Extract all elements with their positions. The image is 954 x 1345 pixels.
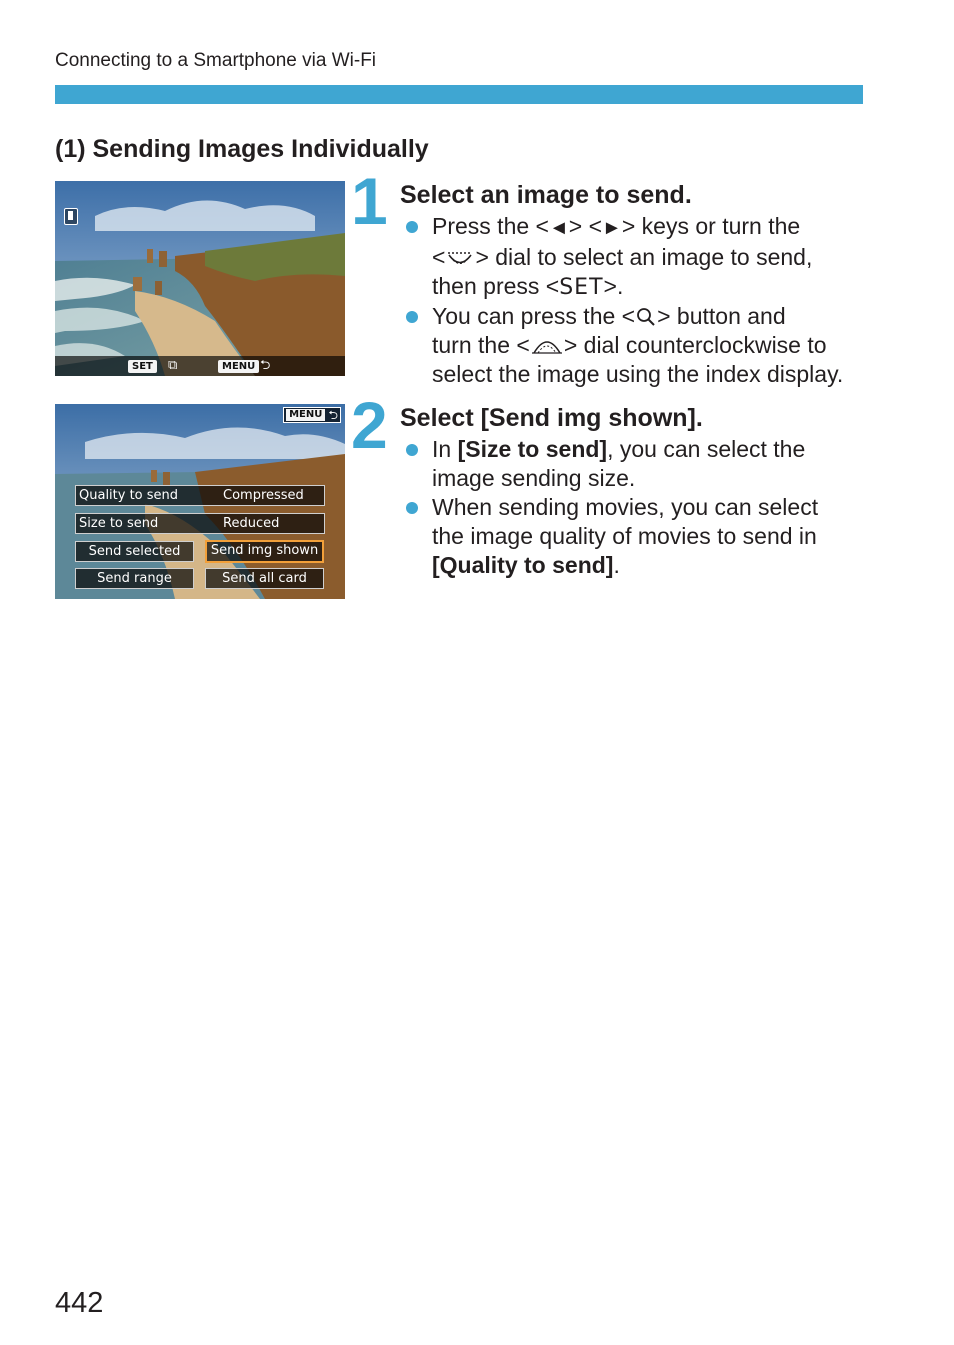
step2-bullet-2: When sending movies, you can select the image quality of movies to send in [Quality to send]. — [405, 493, 875, 580]
step2-bullet-1: In [Size to send], you can select the image sending size. — [405, 435, 875, 493]
quick-control-dial-icon — [445, 248, 475, 268]
quality-to-send-row[interactable]: Quality to send Compressed — [75, 485, 325, 506]
camera-screen-send-options — [55, 404, 345, 599]
bullet-dot-icon — [406, 311, 418, 323]
menu-return-indicator — [283, 407, 341, 423]
section-title: (1) Sending Images Individually — [55, 135, 429, 163]
header-rule — [55, 85, 863, 104]
step1-title: Select an image to send. — [400, 181, 692, 209]
step-number-2: 2 — [351, 388, 386, 462]
step-number-1: 1 — [351, 164, 386, 238]
lcd-guide-bar — [55, 356, 345, 376]
left-arrow-key-icon: ◄ — [548, 217, 569, 239]
send-img-shown-button[interactable]: Send img shown — [205, 540, 324, 563]
step2-instructions — [405, 435, 875, 580]
set-button-label: SET — [128, 360, 157, 373]
bullet-dot-icon — [406, 221, 418, 233]
step1-bullet-2: You can press the < > button and turn the < > dial counterclockwise to select the image using the index display. — [405, 302, 875, 389]
return-icon: ⮌ — [260, 358, 271, 373]
send-range-button[interactable]: Send range — [75, 568, 194, 589]
bullet-dot-icon — [406, 444, 418, 456]
menu-button-label: MENU — [286, 409, 325, 421]
running-header: Connecting to a Smartphone via Wi-Fi — [55, 50, 377, 71]
step1-bullet-1: Press the <◄> <►> keys or turn the < > dial to select an image to send, then press <SET>. — [405, 212, 875, 302]
step1-instructions — [405, 212, 875, 389]
page-number: 442 — [55, 1287, 104, 1319]
bullet-dot-icon — [406, 502, 418, 514]
right-arrow-key-icon: ► — [602, 217, 622, 239]
step2-title: Select [Send img shown]. — [400, 404, 703, 432]
main-dial-icon — [530, 335, 564, 355]
camera-screen-image-select — [55, 181, 345, 376]
size-to-send-row[interactable]: Size to send Reduced — [75, 513, 325, 534]
menu-button-label: MENU — [218, 360, 259, 373]
return-icon: ⮌ — [328, 408, 338, 422]
set-button-icon: SET — [559, 275, 604, 300]
smartphone-icon — [64, 208, 78, 225]
send-icon: ⧉ — [168, 358, 178, 373]
send-selected-button[interactable]: Send selected — [75, 541, 194, 562]
magnify-button-icon — [635, 307, 657, 327]
send-all-card-button[interactable]: Send all card — [205, 568, 324, 589]
coastline-photo — [55, 181, 345, 376]
